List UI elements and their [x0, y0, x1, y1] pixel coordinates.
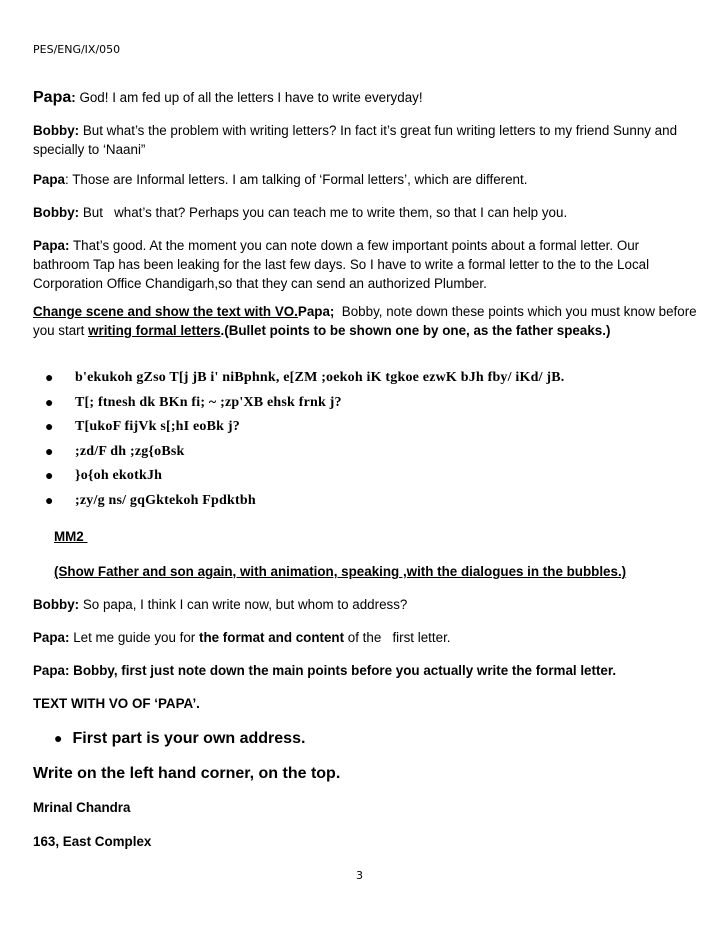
emphasis-text: writing formal letters [88, 323, 221, 338]
dialogue-text: Let me guide you for [69, 630, 199, 645]
bullet-text: T[; ftnesh dk BKn fi; ~ ;zp'XB ehsk frnk j? [75, 394, 342, 410]
first-part-bullet [54, 729, 694, 748]
scene-direction-tail: .(Bullet points to be shown one by one, as the father speaks.) [220, 323, 611, 338]
speaker-label: Papa: [33, 630, 70, 645]
speaker-label: Bobby: [33, 123, 80, 138]
bullet-icon: ● [45, 467, 54, 484]
text-vo-heading: TEXT WITH VO OF ‘PAPA’. [33, 696, 200, 711]
list-item [45, 439, 685, 464]
dialogue-papa-2 [33, 170, 697, 189]
dialogue-papa-3 [33, 236, 697, 293]
speaker-label: Papa [33, 89, 72, 106]
speaker-label: Bobby: [33, 597, 80, 612]
dialogue-papa-4 [33, 628, 697, 647]
dialogue-text: That’s good. At the moment you can note down a few important points about a formal letter. Our bathroom Tap has been leaking for the last few days. So I have to write a formal letter to the to the Local Corporation Office Chandigarh,so that they can send an authorized Plumber. [33, 238, 650, 291]
speaker-label: Papa; [297, 304, 335, 319]
bullet-icon: ● [45, 442, 54, 459]
mm2-label: MM2 [54, 529, 88, 544]
dialogue-papa-5: Papa: Bobby, first just note down the main points before you actually write the formal letter. [33, 663, 617, 678]
speaker-label: Bobby: [33, 205, 80, 220]
bullet-text: ;zy/g ns/ gqGktekoh Fpdktbh [75, 492, 256, 508]
bullet-icon: ● [45, 369, 54, 385]
list-item [45, 390, 685, 415]
dialogue-text: God! I am fed up of all the letters I have to write everyday! [75, 90, 423, 105]
list-item [45, 414, 685, 439]
list-item [45, 365, 685, 390]
hindi-bullet-list [45, 365, 685, 513]
list-item [45, 463, 685, 488]
sender-name: Mrinal Chandra [33, 800, 131, 815]
bullet-icon: ● [45, 393, 54, 410]
bullet-text: }o{oh ekotkJh [75, 468, 163, 484]
bullet-icon: ● [45, 418, 54, 435]
dialogue-text: : Those are Informal letters. I am talking of ‘Formal letters’, which are different. [65, 172, 528, 187]
dialogue-bobby-2 [33, 203, 697, 222]
bullet-text: b'ekukoh gZso T[j jB i' niBphnk, e[ZM ;oekoh iK tgkoe ezwK bJh fby/ iKd/ jB. [75, 370, 565, 385]
dialogue-bobby-1 [33, 121, 697, 159]
bullet-icon: ● [45, 491, 54, 508]
speaker-label: Papa: [33, 238, 70, 253]
page-number: 3 [356, 869, 363, 882]
speaker-separator: : [71, 90, 76, 105]
first-part-text: First part is your own address. [72, 730, 306, 747]
dialogue-text: But what’s that? Perhaps you can teach me to write them, so that I can help you. [79, 205, 568, 220]
speaker-label: Papa [33, 172, 66, 187]
sender-address-line: 163, East Complex [33, 834, 152, 849]
scene-change-note: Change scene and show the text with VO. [33, 304, 298, 319]
scene-direction [33, 302, 701, 340]
dialogue-text: So papa, I think I can write now, but whom to address? [79, 597, 408, 612]
emphasis-text: the format and content [199, 630, 345, 645]
dialogue-text: But what’s the problem with writing letters? In fact it’s great fun writing letters to my friend Sunny and specially to ‘Naani” [33, 123, 678, 157]
dialogue-tail: of the first letter. [344, 630, 451, 645]
dialogue-bobby-3 [33, 595, 697, 614]
scene-text: Bobby, note down these points which you must know before you start [33, 304, 701, 338]
dialogue-papa-1 [33, 88, 697, 107]
bullet-icon: ● [54, 730, 63, 746]
bullet-text: T[ukoF fijVk s[;hI eoBk j? [75, 419, 240, 435]
instruction-line: Write on the left hand corner, on the top. [33, 765, 341, 782]
bullet-text: ;zd/F dh ;zg{oBsk [75, 443, 185, 459]
document-code: PES/ENG/IX/050 [33, 43, 121, 56]
show-direction: (Show Father and son again, with animation, speaking ,with the dialogues in the bubbles.) [54, 564, 627, 579]
list-item [45, 488, 685, 513]
